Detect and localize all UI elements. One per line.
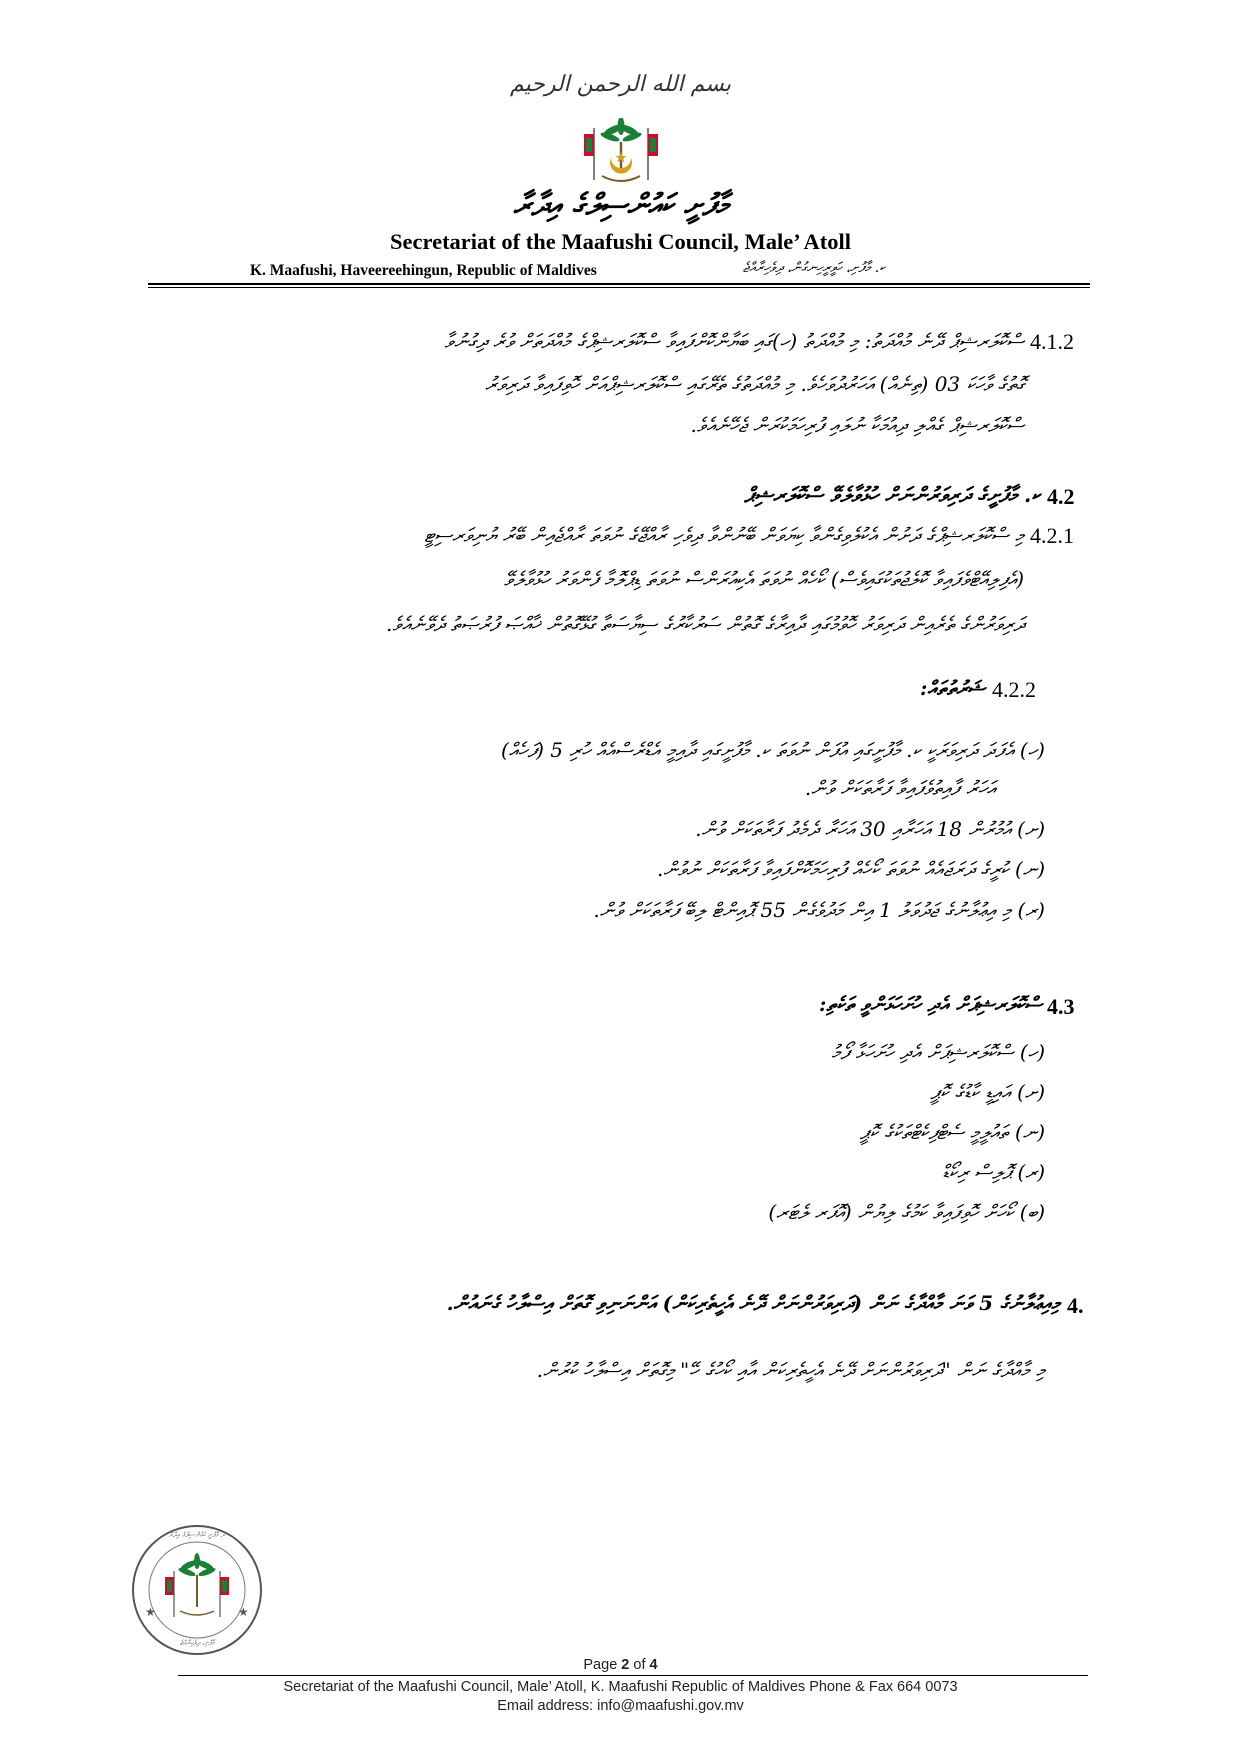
- document-list-item: (ނ) ތައުލީމީ ސެޓްފިކެޓްތަކުގެ ކޮޕީ: [859, 1120, 1045, 1144]
- seal-text-bottom: މާފުށި، ދިވެހިރާއްޖެ: [179, 1639, 215, 1647]
- paragraph-line: (އެފިލިއޭޓްވެފައިވާ ކޮލެޖުތަކުގައިވެސް) ކޯހެއް ނުވަތަ އެކިއުރަންސް ނުވަތަ ޑިޕްލޮމާ ފެންވަރު ހުޅުވާލެވޭ: [504, 567, 1024, 591]
- footer-email-line: Email address: info@maafushi.gov.mv: [497, 1698, 744, 1714]
- seal-icon: [130, 1523, 264, 1657]
- page-number: Page 2 of 4: [583, 1657, 658, 1673]
- header-divider-thin: [148, 287, 1090, 288]
- section-heading: ސްކޮލަރޝިޕަށް އެދި ހުށަހަޅަންވީ ތަކެތި:: [818, 992, 1042, 1016]
- condition-item: (ރ) މި އިޢުލާނުގެ ޖަދުވަލު 1 އިން މަދުވެގެން 55 ޕޮއިންޓް ލިބޭ ފަރާތަކަށް ވުން.: [593, 898, 1045, 922]
- document-list-item: (ރ) ޕޮލިސް ރިކޯޑް: [941, 1160, 1045, 1184]
- paragraph-line: ސްކޮލަރޝިޕް ދޭނެ މުއްދަތު: މި މުއްދަތު (ހ)ގައި ބަޔާންކޮށްފައިވާ ސްކޮލަރޝިޕްގެ މުއްދަތަށް ވުރެ ދިގުނުވާ: [444, 329, 1024, 353]
- footer-divider: [178, 1675, 1088, 1676]
- condition-item: (ށ) އުމުރުން 18 އަހަރާއި 30 އަހަރާ ދެމެދު ފަރާތަކަށް ވުން.: [695, 817, 1045, 841]
- council-seal: [130, 1523, 264, 1657]
- header-divider-thick: [148, 283, 1090, 285]
- svg-text:★: ★: [238, 1605, 249, 1619]
- document-list-item: (ބ) ކޯހަށް ހޮވިފައިވާ ކަމުގެ ލިޔުން (އޮފަރ ލެޓަރ): [768, 1200, 1045, 1224]
- bismillah: بسم الله الرحمن الرحيم: [509, 72, 732, 97]
- section-heading: ކ. މާފުށީގެ ދަރިވަރުންނަށް ހުޅުވާލެވޭ ސްކޮލަރޝިޕް: [744, 482, 1040, 507]
- header-address-en: K. Maafushi, Haveereehingun, Republic of Maldives: [250, 262, 597, 279]
- paragraph-line: ސްކޮލަރޝިޕް ގެއްލި ދިއުމަކާ ނުލައި ފުރިހަމަކުރަން ޖެހޭނެއެވެ.: [690, 413, 1024, 437]
- document-list-item: (ށ) އައިޑީ ކާޑުގެ ކޮޕީ: [930, 1080, 1045, 1104]
- national-emblem: [580, 118, 662, 188]
- paragraph-line: މި މާއްދާގެ ނަން "ދަރިވަރުންނަށް ދޭނެ އެހީތެރިކަން އާއި ކޯހުގެ ހޭ" މިގޮތަށް އިސްލާހު ކުރުން.: [536, 1358, 1045, 1382]
- paragraph-line: މި ސްކޮލަރޝިޕްގެ ދަށުން އެކުލެވިގެންވާ ކިޔަވަން ބޭނުންވާ ދިވެހި ރާއްޖޭގެ ނުވަތަ ރާއްޖެއިން ބޭރު ޔުނިވަރސިޓީ: [424, 523, 1024, 547]
- footer-contact-line: Secretariat of the Maafushi Council, Male’ Atoll, K. Maafushi Republic of Maldives Phone & Fax 664 0073: [283, 1679, 958, 1695]
- section-heading: މިއިޢުލާނުގެ 5 ވަނަ މާއްދާގެ ނަން (ދަރިވަރުންނަށް ދޭނެ އެހީތެރިކަން) އަންނަނިވި ގޮތަށް އިސްލާހު ގެނައުން.: [446, 1291, 1060, 1315]
- header-address-dv: ކ. މާފުށި، ހަވީރީހިނގުން، ދިވެހިރާއްޖެ: [742, 260, 885, 276]
- section-number: 4.: [1067, 1293, 1084, 1318]
- section-number: 4.2.2: [992, 677, 1036, 702]
- section-number: 4.3: [1047, 994, 1075, 1019]
- section-number: 4.1.2: [1030, 329, 1074, 354]
- seal-text-top: ކ. މާފުށީ ކައުންސިލްގެ އިދާރާ: [168, 1531, 226, 1539]
- document-list-item: (ހ) ސްކޮލަރޝިޕަށް އެދި ހުށަހަޅާ ފޯމު: [831, 1040, 1045, 1064]
- header-dhivehi-title: މާފުށީ ކައުންސިލްގެ އިދާރާ: [513, 188, 728, 223]
- condition-item-continued: އަހަރު ފާއިތުވެފައިވާ ފަރާތަކަށް ވުން.: [804, 776, 995, 800]
- svg-text:★: ★: [145, 1605, 156, 1619]
- section-heading: ޝަރުތުތައް:: [920, 676, 985, 700]
- paragraph-line: ދަރިވަރުންގެ ތެރެއިން ދަރިވަރު ހޮވުމުގައި ދާއިރާގެ ގޮތުން ސަރުކާރުގެ ސިޔާސަތާ ގުޅޭގޮތުން ޚާއްޞަ ފުރުޞަތު ދެވޭނެއެވެ.: [385, 612, 1024, 636]
- paragraph-line: ގޮތުގެ ވާހަކަ 03 (ތިނެއް) އަހަރުދުވަހެވެ. މި މުއްދަތުގެ ތެރޭގައި ސްކޮލަރޝިޕްއަށް ހޮވިފައިވާ ދަރިވަރު: [485, 372, 1024, 396]
- condition-item: (ހ) އެފަދަ ދަރިވަރަކީ ކ. މާފުށީގައި އުފަން ނުވަތަ ކ. މާފުށީގައި ދާއިމީ އެޑްރެސްއެއް ހުރި 5 (ފަހެއް): [500, 738, 1045, 762]
- section-number: 4.2: [1047, 484, 1075, 509]
- emblem-icon: [580, 118, 662, 188]
- header-english-title: Secretariat of the Maafushi Council, Male’ Atoll: [390, 229, 851, 254]
- condition-item: (ނ) ކުރީގެ ދަރަޖައެއް ނުވަތަ ކޯހެއް ފުރިހަމަކޮށްފައިވާ ފަރާތަކަށް ނުވުން.: [657, 857, 1045, 881]
- section-number: 4.2.1: [1030, 523, 1074, 548]
